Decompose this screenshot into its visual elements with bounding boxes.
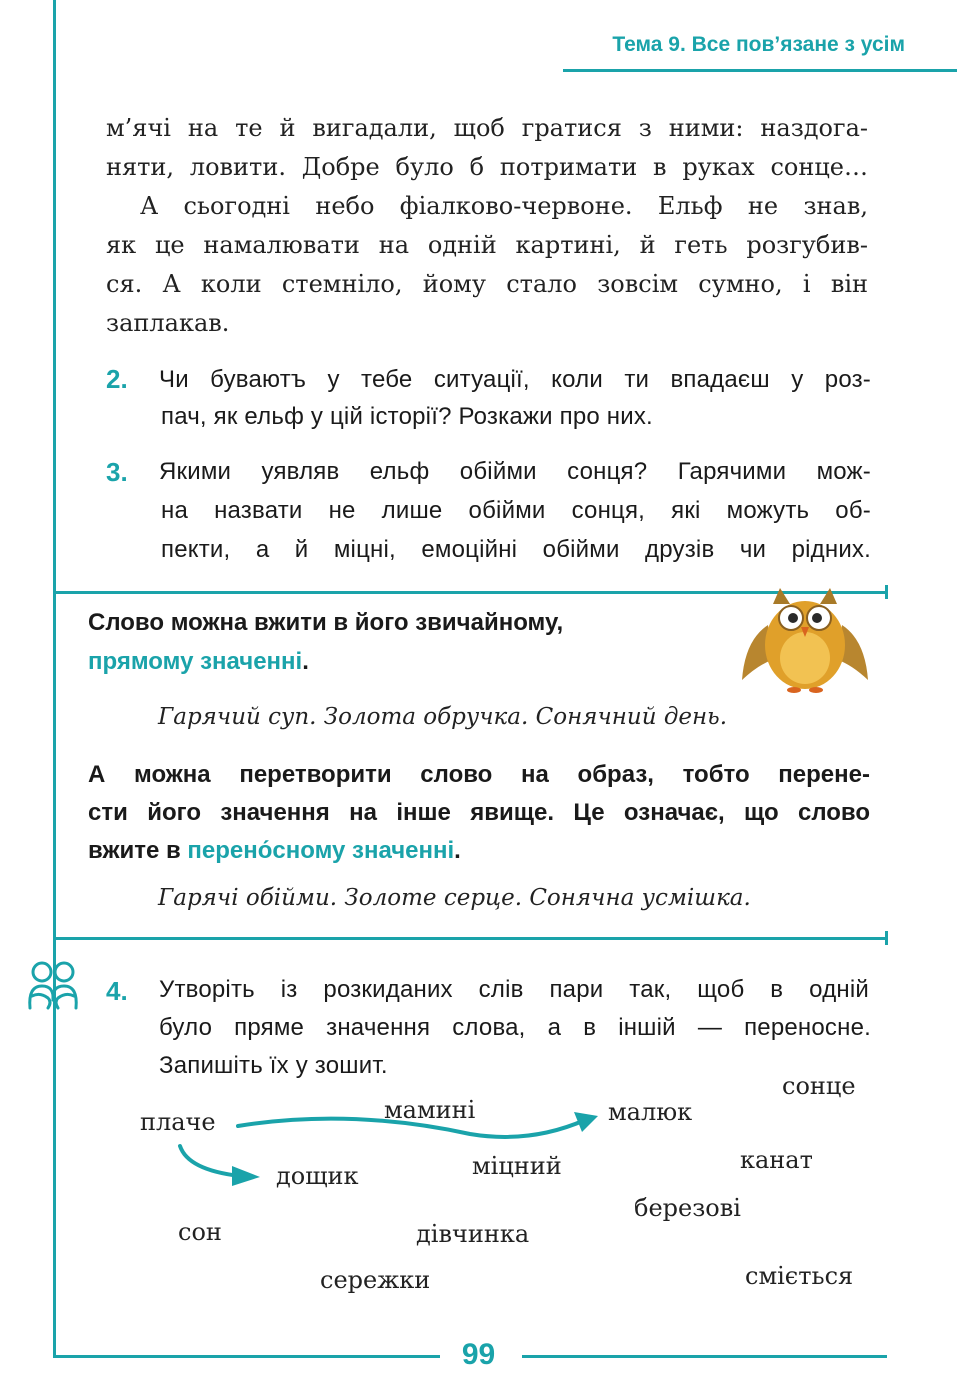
- direct-meaning-example: Гарячий суп. Золота обручка. Сонячний день.: [158, 704, 728, 730]
- word: сонце: [782, 1072, 856, 1100]
- story-line: А сьогодні небо фіалково-червоне. Ельф не знав,: [140, 192, 868, 220]
- word: малюк: [608, 1098, 693, 1126]
- page-number: 99: [461, 1338, 496, 1371]
- question-number: 3.: [106, 457, 128, 487]
- rule-text-line2: [88, 643, 870, 681]
- question-line: пекти, а й міцні, емоційні обійми друзів чи рідних.: [161, 536, 871, 563]
- word: канат: [740, 1146, 813, 1174]
- story-line: м’ячі на те й вигадали, щоб гратися з ними: наздога-: [106, 114, 868, 142]
- question-line: Якими уявляв ельф обійми сонця? Гарячими мож-: [159, 458, 871, 485]
- rule-box-bottom-line: [53, 937, 888, 940]
- direct-meaning-term: прямому значенні: [88, 648, 303, 675]
- question-line: на назвати не лише обійми сонця, які можуть об-: [161, 497, 871, 524]
- header-underline: [563, 69, 957, 72]
- question-line: Чи буваютъ у тебе ситуації, коли ти впадаєш у роз-: [159, 366, 871, 393]
- story-line: заплакав.: [106, 309, 230, 337]
- task-line: Утворіть із розкиданих слів пари так, щоб в одній: [159, 976, 869, 1003]
- figurative-meaning-example: Гарячі обійми. Золоте серце. Сонячна усмішка.: [158, 885, 751, 911]
- punctuation: .: [454, 837, 461, 864]
- word: сережки: [320, 1266, 431, 1294]
- rule-box-top-tick: [885, 585, 888, 599]
- word: дівчинка: [416, 1220, 530, 1248]
- page-frame-left-line: [53, 0, 56, 1358]
- two-people-icon: [26, 958, 80, 1014]
- curved-arrow-icon: [170, 1100, 610, 1190]
- rule-text: сти його значення на інше явище. Це означає, що слово: [88, 799, 870, 826]
- rule-box-bottom-tick: [885, 931, 888, 945]
- word: плаче: [140, 1108, 216, 1136]
- task-number: 4.: [106, 976, 128, 1006]
- story-line: ся. А коли стемніло, йому стало зовсім сумно, і він: [106, 270, 868, 298]
- question-line: пач, як ельф у цій історії? Розкажи про них.: [161, 403, 653, 430]
- task-line: було пряме значення слова, а в іншій — переносне.: [159, 1014, 871, 1041]
- page-header-title: Тема 9. Все пов’язане з усім: [612, 33, 905, 56]
- rule-text: А можна перетворити слово на образ, тобто перене-: [88, 761, 870, 788]
- word: березові: [634, 1194, 741, 1222]
- punctuation: .: [302, 648, 309, 675]
- word: дощик: [276, 1162, 359, 1190]
- figurative-meaning-term: перено́сному значенні: [187, 837, 455, 864]
- story-line: няти, ловити. Добре було б потримати в руках сонце…: [106, 153, 868, 181]
- rule-text-start: вжите в: [88, 837, 188, 864]
- word: сміється: [745, 1262, 854, 1290]
- rule-text-line: [88, 832, 870, 870]
- rule-text: Слово можна вжити в його звичайному,: [88, 609, 564, 636]
- task-line: Запишіть їх у зошит.: [159, 1052, 388, 1079]
- question-number: 2.: [106, 364, 128, 394]
- word: міцний: [472, 1152, 562, 1180]
- word: мамині: [384, 1096, 476, 1124]
- story-line: як це намалювати на одній картині, й геть розгубив-: [106, 231, 868, 259]
- word: сон: [178, 1218, 222, 1246]
